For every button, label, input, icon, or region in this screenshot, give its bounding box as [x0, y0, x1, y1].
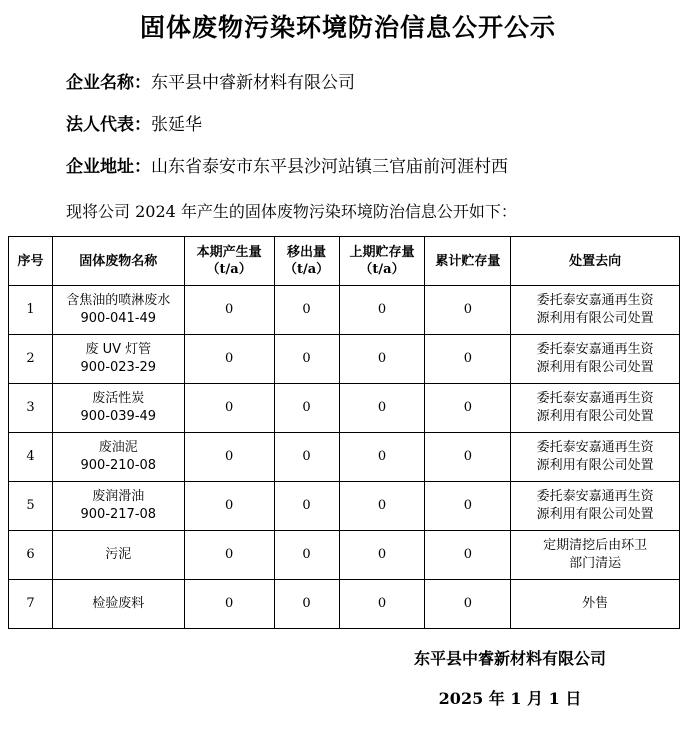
disposal-cell: 委托泰安嘉通再生资 源利用有限公司处置 — [511, 433, 680, 482]
table-row — [9, 384, 680, 433]
waste-name-cell: 废油泥 900-210-08 — [52, 433, 184, 482]
prev-stored-cell: 0 — [339, 531, 425, 580]
disposal-cell: 外售 — [511, 580, 680, 629]
produced-cell: 0 — [184, 482, 274, 531]
header-prev-stored: 上期贮存量 （t/a） — [339, 237, 425, 286]
disposal-cell: 委托泰安嘉通再生资 源利用有限公司处置 — [511, 286, 680, 335]
table-row — [9, 580, 680, 629]
waste-name-cell: 污泥 — [52, 531, 184, 580]
disposal-cell: 委托泰安嘉通再生资 源利用有限公司处置 — [511, 482, 680, 531]
row-index: 2 — [9, 335, 53, 384]
waste-name-cell: 检验废料 — [52, 580, 184, 629]
prev-stored-cell: 0 — [339, 580, 425, 629]
moved-cell: 0 — [274, 286, 339, 335]
moved-cell: 0 — [274, 482, 339, 531]
company-name-label: 企业名称： — [66, 73, 151, 93]
header-disposal: 处置去向 — [511, 237, 680, 286]
table-header-row — [9, 237, 680, 286]
table-row — [9, 482, 680, 531]
legal-rep-value: 张延华 — [151, 115, 202, 135]
signature-date: 2025 年 1 月 1 日 — [438, 689, 582, 708]
waste-name-cell: 含焦油的喷淋废水 900-041-49 — [52, 286, 184, 335]
row-index: 3 — [9, 384, 53, 433]
prev-stored-cell: 0 — [339, 286, 425, 335]
address-label: 企业地址： — [66, 157, 151, 177]
header-index: 序号 — [9, 237, 53, 286]
total-stored-cell: 0 — [425, 433, 511, 482]
produced-cell: 0 — [184, 580, 274, 629]
moved-cell: 0 — [274, 384, 339, 433]
row-index: 7 — [9, 580, 53, 629]
company-name-value: 东平县中睿新材料有限公司 — [151, 73, 355, 93]
waste-name-cell: 废活性炭 900-039-49 — [52, 384, 184, 433]
produced-cell: 0 — [184, 433, 274, 482]
produced-cell: 0 — [184, 286, 274, 335]
moved-cell: 0 — [274, 531, 339, 580]
table-row — [9, 531, 680, 580]
total-stored-cell: 0 — [425, 531, 511, 580]
waste-table — [8, 236, 680, 629]
moved-cell: 0 — [274, 335, 339, 384]
total-stored-cell: 0 — [425, 580, 511, 629]
header-waste-name: 固体废物名称 — [52, 237, 184, 286]
header-produced: 本期产生量 （t/a） — [184, 237, 274, 286]
total-stored-cell: 0 — [425, 384, 511, 433]
table-row — [9, 335, 680, 384]
table-row — [9, 433, 680, 482]
disposal-cell: 委托泰安嘉通再生资 源利用有限公司处置 — [511, 335, 680, 384]
intro-text: 现将公司 2024 年产生的固体废物污染环境防治信息公开如下： — [66, 202, 517, 221]
total-stored-cell: 0 — [425, 482, 511, 531]
row-index: 6 — [9, 531, 53, 580]
produced-cell: 0 — [184, 384, 274, 433]
address-value: 山东省泰安市东平县沙河站镇三官庙前河涯村西 — [151, 157, 508, 177]
prev-stored-cell: 0 — [339, 482, 425, 531]
address-line — [66, 152, 508, 177]
total-stored-cell: 0 — [425, 335, 511, 384]
header-total-stored: 累计贮存量 — [425, 237, 511, 286]
row-index: 5 — [9, 482, 53, 531]
legal-rep-label: 法人代表： — [66, 115, 151, 135]
table-row — [9, 286, 680, 335]
legal-rep-line — [66, 110, 202, 135]
row-index: 4 — [9, 433, 53, 482]
prev-stored-cell: 0 — [339, 384, 425, 433]
produced-cell: 0 — [184, 531, 274, 580]
page-title: 固体废物污染环境防治信息公开公示 — [139, 13, 556, 42]
waste-name-cell: 废润滑油 900-217-08 — [52, 482, 184, 531]
moved-cell: 0 — [274, 580, 339, 629]
disposal-cell: 定期清挖后由环卫 部门清运 — [511, 531, 680, 580]
company-name-line — [66, 68, 355, 93]
row-index: 1 — [9, 286, 53, 335]
signature-company: 东平县中睿新材料有限公司 — [413, 649, 606, 668]
waste-name-cell: 废 UV 灯管 900-023-29 — [52, 335, 184, 384]
disposal-cell: 委托泰安嘉通再生资 源利用有限公司处置 — [511, 384, 680, 433]
moved-cell: 0 — [274, 433, 339, 482]
total-stored-cell: 0 — [425, 286, 511, 335]
header-moved: 移出量 （t/a） — [274, 237, 339, 286]
prev-stored-cell: 0 — [339, 335, 425, 384]
produced-cell: 0 — [184, 335, 274, 384]
prev-stored-cell: 0 — [339, 433, 425, 482]
